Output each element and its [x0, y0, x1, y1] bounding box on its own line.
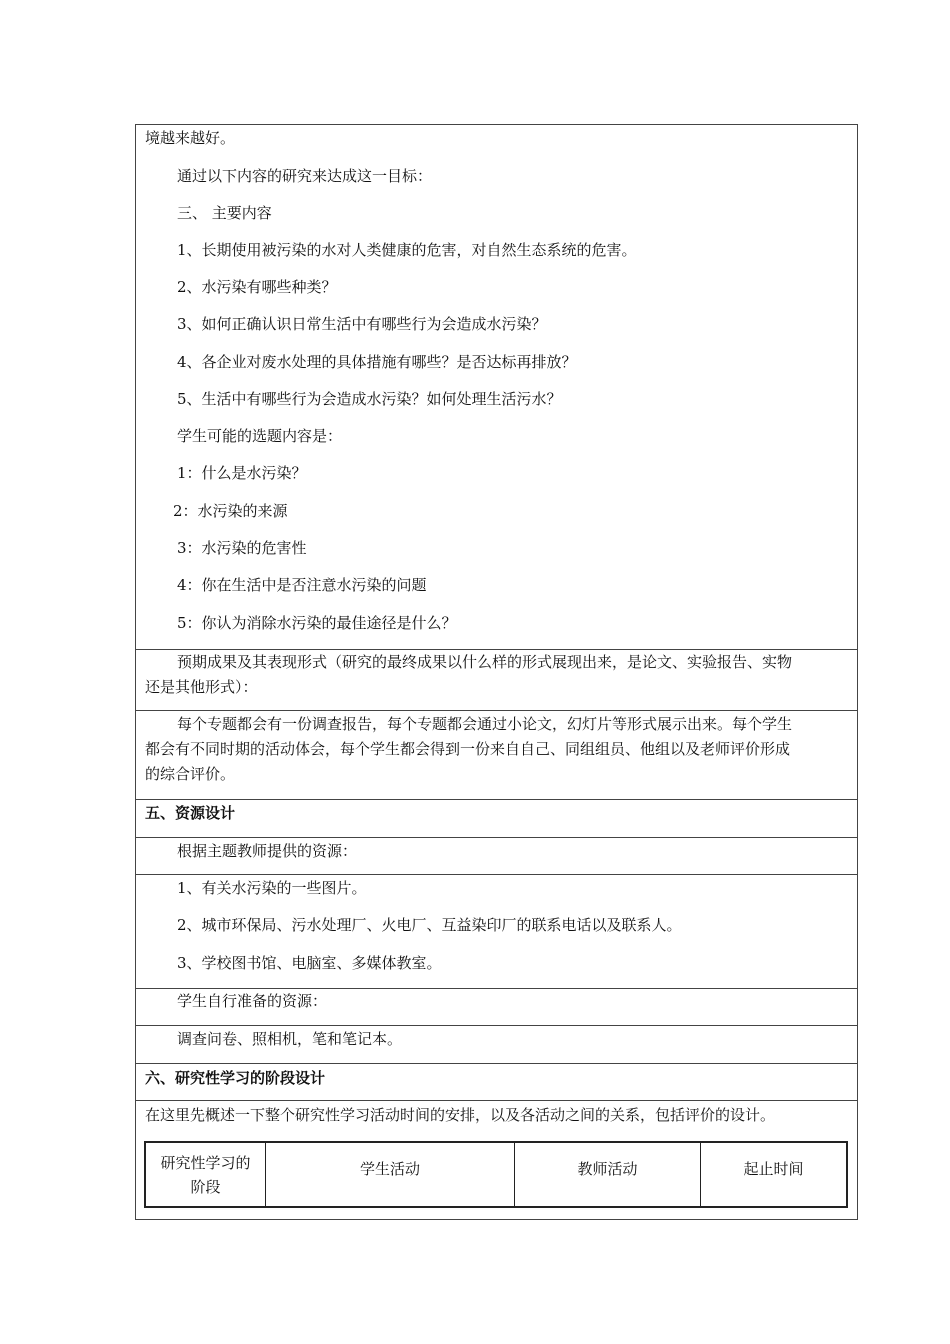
stage-header-line: 研究性学习的 — [160, 1153, 251, 1172]
row-divider — [135, 837, 858, 838]
row-divider — [135, 649, 858, 650]
list-item: 3、学校图书馆、电脑室、多媒体教室。 — [177, 954, 442, 972]
teacher-activity-header: 教师活动 — [515, 1143, 701, 1206]
stage-table-header — [144, 1141, 848, 1208]
text-line: 在这里先概述一下整个研究性学习活动时间的安排，以及各活动之间的关系，包括评价的设计。 — [145, 1106, 776, 1124]
expected-results-label: 预期成果及其表现形式（研究的最终成果以什么样的形式展现出来，是论文、实验报告、实物 — [177, 653, 793, 671]
expected-results-text: 都会有不同时期的活动体会，每个学生都会得到一份来自自己、同组组员、他组以及老师评价形成 — [145, 740, 791, 758]
row-divider — [135, 1025, 858, 1026]
section-heading: 六、研究性学习的阶段设计 — [145, 1069, 326, 1087]
stage-header-line: 阶段 — [190, 1177, 221, 1196]
section-heading: 五、资源设计 — [145, 804, 236, 822]
text-line: 学生可能的选题内容是： — [177, 427, 343, 445]
text-line: 通过以下内容的研究来达成这一目标： — [177, 167, 433, 185]
row-divider — [135, 710, 858, 711]
list-item: 4、各企业对废水处理的具体措施有哪些？是否达标再排放？ — [177, 353, 577, 371]
expected-results-text: 每个专题都会有一份调查报告，每个专题都会通过小论文，幻灯片等形式展示出来。每个学生 — [177, 715, 793, 733]
student-activity-header: 学生活动 — [266, 1143, 515, 1206]
row-divider — [135, 874, 858, 875]
text-line: 调查问卷、照相机，笔和笔记本。 — [177, 1030, 403, 1048]
list-item: 1：什么是水污染？ — [177, 464, 307, 482]
row-divider — [135, 988, 858, 989]
row-divider — [135, 1063, 858, 1064]
text-line: 境越来越好。 — [145, 129, 236, 147]
list-item: 1、长期使用被污染的水对人类健康的危害，对自然生态系统的危害。 — [177, 241, 637, 259]
list-item: 2、城市环保局、污水处理厂、火电厂、互益染印厂的联系电话以及联系人。 — [177, 916, 682, 934]
list-item: 2、水污染有哪些种类？ — [177, 278, 337, 296]
section-heading: 三、 主要内容 — [177, 204, 272, 222]
expected-results-label: 还是其他形式）： — [145, 678, 258, 696]
row-divider — [135, 799, 858, 800]
list-item: 3：水污染的危害性 — [177, 539, 307, 557]
list-item: 2：水污染的来源 — [173, 502, 288, 520]
list-item: 5、生活中有哪些行为会造成水污染？如何处理生活污水？ — [177, 390, 562, 408]
stage-header-cell — [146, 1143, 266, 1206]
list-item: 1、有关水污染的一些图片。 — [177, 879, 367, 897]
list-item: 4：你在生活中是否注意水污染的问题 — [177, 576, 427, 594]
list-item: 3、如何正确认识日常生活中有哪些行为会造成水污染？ — [177, 315, 547, 333]
text-line: 学生自行准备的资源： — [177, 992, 328, 1010]
text-line: 根据主题教师提供的资源： — [177, 842, 358, 860]
expected-results-text: 的综合评价。 — [145, 765, 236, 783]
list-item: 5：你认为消除水污染的最佳途径是什么？ — [177, 614, 457, 632]
time-header: 起止时间 — [743, 1160, 804, 1178]
row-divider — [135, 1100, 858, 1101]
